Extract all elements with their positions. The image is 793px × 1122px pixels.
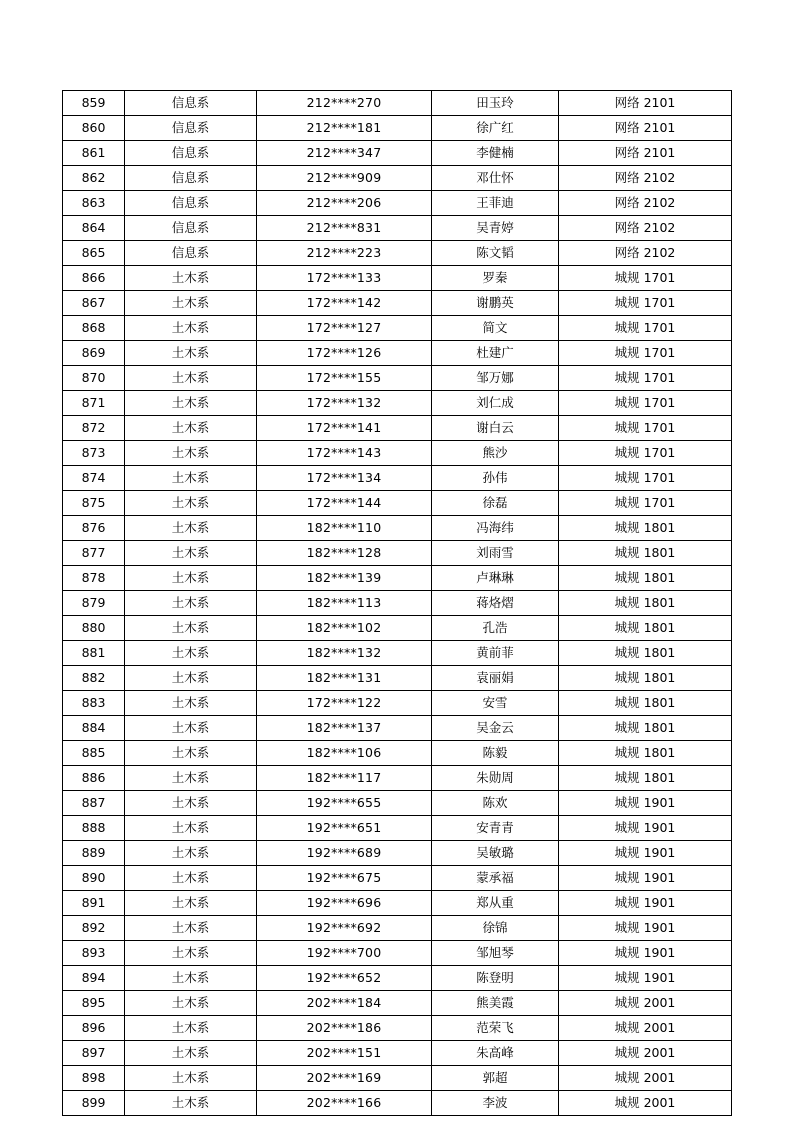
cell-department: 信息系 bbox=[125, 216, 257, 241]
cell-class-name: 城规 1901 bbox=[559, 891, 732, 916]
cell-class-name: 城规 1801 bbox=[559, 641, 732, 666]
cell-department: 土木系 bbox=[125, 866, 257, 891]
cell-department: 土木系 bbox=[125, 791, 257, 816]
cell-id-number: 202****186 bbox=[257, 1016, 432, 1041]
cell-student-name: 袁丽娟 bbox=[432, 666, 559, 691]
cell-serial-number: 896 bbox=[63, 1016, 125, 1041]
cell-student-name: 蒙承福 bbox=[432, 866, 559, 891]
cell-department: 土木系 bbox=[125, 716, 257, 741]
table-row bbox=[63, 416, 732, 441]
table-row bbox=[63, 1041, 732, 1066]
cell-id-number: 192****651 bbox=[257, 816, 432, 841]
cell-class-name: 城规 2001 bbox=[559, 1091, 732, 1116]
cell-class-name: 城规 1801 bbox=[559, 666, 732, 691]
cell-serial-number: 890 bbox=[63, 866, 125, 891]
cell-student-name: 刘仁成 bbox=[432, 391, 559, 416]
cell-class-name: 城规 1701 bbox=[559, 316, 732, 341]
cell-id-number: 202****166 bbox=[257, 1091, 432, 1116]
cell-student-name: 安青青 bbox=[432, 816, 559, 841]
cell-serial-number: 893 bbox=[63, 941, 125, 966]
cell-student-name: 李健楠 bbox=[432, 141, 559, 166]
cell-id-number: 172****126 bbox=[257, 341, 432, 366]
cell-id-number: 192****696 bbox=[257, 891, 432, 916]
cell-serial-number: 874 bbox=[63, 466, 125, 491]
cell-student-name: 熊美霞 bbox=[432, 991, 559, 1016]
cell-serial-number: 865 bbox=[63, 241, 125, 266]
cell-serial-number: 897 bbox=[63, 1041, 125, 1066]
cell-class-name: 城规 1801 bbox=[559, 516, 732, 541]
cell-department: 土木系 bbox=[125, 966, 257, 991]
cell-id-number: 192****652 bbox=[257, 966, 432, 991]
cell-department: 信息系 bbox=[125, 191, 257, 216]
cell-class-name: 城规 1901 bbox=[559, 791, 732, 816]
cell-department: 土木系 bbox=[125, 741, 257, 766]
cell-class-name: 城规 1801 bbox=[559, 616, 732, 641]
table-row bbox=[63, 141, 732, 166]
cell-department: 土木系 bbox=[125, 841, 257, 866]
cell-student-name: 田玉玲 bbox=[432, 91, 559, 116]
cell-class-name: 城规 1701 bbox=[559, 466, 732, 491]
cell-student-name: 邓仕怀 bbox=[432, 166, 559, 191]
cell-serial-number: 862 bbox=[63, 166, 125, 191]
cell-serial-number: 876 bbox=[63, 516, 125, 541]
cell-serial-number: 899 bbox=[63, 1091, 125, 1116]
cell-department: 土木系 bbox=[125, 891, 257, 916]
cell-serial-number: 868 bbox=[63, 316, 125, 341]
cell-class-name: 城规 1801 bbox=[559, 591, 732, 616]
cell-department: 土木系 bbox=[125, 441, 257, 466]
cell-serial-number: 889 bbox=[63, 841, 125, 866]
cell-department: 土木系 bbox=[125, 1066, 257, 1091]
cell-serial-number: 888 bbox=[63, 816, 125, 841]
cell-id-number: 202****184 bbox=[257, 991, 432, 1016]
roster-body bbox=[63, 91, 732, 1116]
cell-serial-number: 866 bbox=[63, 266, 125, 291]
cell-serial-number: 871 bbox=[63, 391, 125, 416]
cell-student-name: 吴金云 bbox=[432, 716, 559, 741]
cell-department: 土木系 bbox=[125, 616, 257, 641]
cell-department: 信息系 bbox=[125, 116, 257, 141]
cell-class-name: 城规 1701 bbox=[559, 366, 732, 391]
cell-class-name: 城规 1801 bbox=[559, 566, 732, 591]
cell-department: 土木系 bbox=[125, 591, 257, 616]
cell-serial-number: 886 bbox=[63, 766, 125, 791]
table-row bbox=[63, 616, 732, 641]
table-row bbox=[63, 641, 732, 666]
cell-class-name: 城规 1701 bbox=[559, 391, 732, 416]
cell-student-name: 邹旭琴 bbox=[432, 941, 559, 966]
table-row bbox=[63, 666, 732, 691]
cell-student-name: 冯海纬 bbox=[432, 516, 559, 541]
cell-department: 信息系 bbox=[125, 91, 257, 116]
cell-department: 土木系 bbox=[125, 1041, 257, 1066]
cell-class-name: 网络 2101 bbox=[559, 141, 732, 166]
cell-id-number: 182****139 bbox=[257, 566, 432, 591]
cell-student-name: 陈文韬 bbox=[432, 241, 559, 266]
cell-class-name: 城规 1801 bbox=[559, 716, 732, 741]
cell-student-name: 徐锦 bbox=[432, 916, 559, 941]
cell-serial-number: 885 bbox=[63, 741, 125, 766]
cell-class-name: 网络 2102 bbox=[559, 216, 732, 241]
cell-serial-number: 861 bbox=[63, 141, 125, 166]
cell-class-name: 城规 2001 bbox=[559, 991, 732, 1016]
cell-serial-number: 873 bbox=[63, 441, 125, 466]
cell-student-name: 李波 bbox=[432, 1091, 559, 1116]
cell-department: 土木系 bbox=[125, 1016, 257, 1041]
cell-id-number: 212****909 bbox=[257, 166, 432, 191]
cell-student-name: 孙伟 bbox=[432, 466, 559, 491]
table-row bbox=[63, 91, 732, 116]
table-row bbox=[63, 816, 732, 841]
table-row bbox=[63, 441, 732, 466]
cell-serial-number: 898 bbox=[63, 1066, 125, 1091]
cell-student-name: 黄前菲 bbox=[432, 641, 559, 666]
cell-class-name: 城规 1901 bbox=[559, 916, 732, 941]
cell-student-name: 徐磊 bbox=[432, 491, 559, 516]
cell-id-number: 212****270 bbox=[257, 91, 432, 116]
table-row bbox=[63, 491, 732, 516]
cell-serial-number: 883 bbox=[63, 691, 125, 716]
table-row bbox=[63, 766, 732, 791]
cell-department: 土木系 bbox=[125, 1091, 257, 1116]
cell-department: 土木系 bbox=[125, 991, 257, 1016]
cell-student-name: 朱勋周 bbox=[432, 766, 559, 791]
cell-id-number: 182****117 bbox=[257, 766, 432, 791]
cell-student-name: 王菲迪 bbox=[432, 191, 559, 216]
table-row bbox=[63, 366, 732, 391]
cell-student-name: 陈登明 bbox=[432, 966, 559, 991]
table-row bbox=[63, 241, 732, 266]
cell-id-number: 172****132 bbox=[257, 391, 432, 416]
cell-serial-number: 879 bbox=[63, 591, 125, 616]
cell-student-name: 朱高峰 bbox=[432, 1041, 559, 1066]
cell-department: 土木系 bbox=[125, 416, 257, 441]
cell-id-number: 202****151 bbox=[257, 1041, 432, 1066]
table-row bbox=[63, 166, 732, 191]
cell-student-name: 徐广红 bbox=[432, 116, 559, 141]
cell-student-name: 邹万娜 bbox=[432, 366, 559, 391]
cell-student-name: 陈毅 bbox=[432, 741, 559, 766]
table-row bbox=[63, 791, 732, 816]
cell-student-name: 罗秦 bbox=[432, 266, 559, 291]
cell-class-name: 城规 2001 bbox=[559, 1066, 732, 1091]
cell-class-name: 城规 1701 bbox=[559, 266, 732, 291]
cell-department: 土木系 bbox=[125, 491, 257, 516]
table-row bbox=[63, 741, 732, 766]
cell-student-name: 谢鹏英 bbox=[432, 291, 559, 316]
cell-department: 土木系 bbox=[125, 516, 257, 541]
cell-department: 土木系 bbox=[125, 291, 257, 316]
table-row bbox=[63, 391, 732, 416]
cell-id-number: 182****113 bbox=[257, 591, 432, 616]
cell-department: 信息系 bbox=[125, 241, 257, 266]
cell-id-number: 192****675 bbox=[257, 866, 432, 891]
table-row bbox=[63, 266, 732, 291]
table-row bbox=[63, 316, 732, 341]
table-row bbox=[63, 716, 732, 741]
cell-class-name: 城规 1701 bbox=[559, 441, 732, 466]
cell-class-name: 城规 2001 bbox=[559, 1041, 732, 1066]
cell-class-name: 城规 1801 bbox=[559, 541, 732, 566]
cell-id-number: 212****831 bbox=[257, 216, 432, 241]
cell-id-number: 192****689 bbox=[257, 841, 432, 866]
cell-student-name: 谢白云 bbox=[432, 416, 559, 441]
cell-id-number: 182****102 bbox=[257, 616, 432, 641]
table-row bbox=[63, 566, 732, 591]
cell-student-name: 吴敏璐 bbox=[432, 841, 559, 866]
cell-id-number: 182****106 bbox=[257, 741, 432, 766]
table-row bbox=[63, 341, 732, 366]
cell-department: 土木系 bbox=[125, 541, 257, 566]
table-row bbox=[63, 516, 732, 541]
table-row bbox=[63, 466, 732, 491]
cell-student-name: 刘雨雪 bbox=[432, 541, 559, 566]
cell-id-number: 182****137 bbox=[257, 716, 432, 741]
cell-serial-number: 877 bbox=[63, 541, 125, 566]
table-row bbox=[63, 116, 732, 141]
cell-class-name: 网络 2102 bbox=[559, 166, 732, 191]
cell-id-number: 172****134 bbox=[257, 466, 432, 491]
cell-id-number: 172****141 bbox=[257, 416, 432, 441]
cell-serial-number: 884 bbox=[63, 716, 125, 741]
cell-student-name: 熊沙 bbox=[432, 441, 559, 466]
cell-serial-number: 872 bbox=[63, 416, 125, 441]
cell-id-number: 212****223 bbox=[257, 241, 432, 266]
cell-id-number: 172****133 bbox=[257, 266, 432, 291]
cell-class-name: 网络 2102 bbox=[559, 191, 732, 216]
table-row bbox=[63, 541, 732, 566]
cell-department: 土木系 bbox=[125, 916, 257, 941]
cell-department: 信息系 bbox=[125, 141, 257, 166]
table-row bbox=[63, 841, 732, 866]
cell-department: 土木系 bbox=[125, 466, 257, 491]
table-row bbox=[63, 916, 732, 941]
cell-serial-number: 887 bbox=[63, 791, 125, 816]
cell-department: 土木系 bbox=[125, 766, 257, 791]
cell-id-number: 172****144 bbox=[257, 491, 432, 516]
cell-serial-number: 875 bbox=[63, 491, 125, 516]
table-row bbox=[63, 691, 732, 716]
cell-serial-number: 859 bbox=[63, 91, 125, 116]
cell-student-name: 陈欢 bbox=[432, 791, 559, 816]
cell-department: 信息系 bbox=[125, 166, 257, 191]
table-row bbox=[63, 1066, 732, 1091]
table-row bbox=[63, 191, 732, 216]
cell-serial-number: 860 bbox=[63, 116, 125, 141]
table-row bbox=[63, 991, 732, 1016]
cell-id-number: 182****131 bbox=[257, 666, 432, 691]
cell-id-number: 172****155 bbox=[257, 366, 432, 391]
cell-student-name: 孔浩 bbox=[432, 616, 559, 641]
table-row bbox=[63, 966, 732, 991]
cell-id-number: 192****700 bbox=[257, 941, 432, 966]
cell-serial-number: 882 bbox=[63, 666, 125, 691]
cell-department: 土木系 bbox=[125, 366, 257, 391]
cell-id-number: 192****692 bbox=[257, 916, 432, 941]
cell-id-number: 202****169 bbox=[257, 1066, 432, 1091]
cell-id-number: 182****128 bbox=[257, 541, 432, 566]
cell-department: 土木系 bbox=[125, 816, 257, 841]
cell-class-name: 网络 2102 bbox=[559, 241, 732, 266]
cell-class-name: 城规 1801 bbox=[559, 741, 732, 766]
cell-student-name: 安雪 bbox=[432, 691, 559, 716]
cell-department: 土木系 bbox=[125, 391, 257, 416]
cell-department: 土木系 bbox=[125, 341, 257, 366]
cell-class-name: 城规 1701 bbox=[559, 341, 732, 366]
cell-student-name: 吴青婷 bbox=[432, 216, 559, 241]
cell-serial-number: 867 bbox=[63, 291, 125, 316]
cell-department: 土木系 bbox=[125, 941, 257, 966]
cell-student-name: 蒋烙熠 bbox=[432, 591, 559, 616]
cell-id-number: 212****206 bbox=[257, 191, 432, 216]
table-row bbox=[63, 866, 732, 891]
cell-serial-number: 892 bbox=[63, 916, 125, 941]
cell-class-name: 城规 1701 bbox=[559, 291, 732, 316]
cell-student-name: 卢琳琳 bbox=[432, 566, 559, 591]
cell-student-name: 郭超 bbox=[432, 1066, 559, 1091]
cell-class-name: 城规 1801 bbox=[559, 766, 732, 791]
cell-id-number: 182****132 bbox=[257, 641, 432, 666]
cell-department: 土木系 bbox=[125, 266, 257, 291]
cell-serial-number: 870 bbox=[63, 366, 125, 391]
cell-class-name: 城规 1901 bbox=[559, 941, 732, 966]
cell-class-name: 网络 2101 bbox=[559, 91, 732, 116]
cell-serial-number: 880 bbox=[63, 616, 125, 641]
cell-class-name: 城规 2001 bbox=[559, 1016, 732, 1041]
cell-class-name: 城规 1901 bbox=[559, 816, 732, 841]
table-row bbox=[63, 291, 732, 316]
cell-id-number: 212****347 bbox=[257, 141, 432, 166]
cell-student-name: 郑从重 bbox=[432, 891, 559, 916]
cell-id-number: 172****143 bbox=[257, 441, 432, 466]
cell-id-number: 212****181 bbox=[257, 116, 432, 141]
table-row bbox=[63, 891, 732, 916]
cell-class-name: 城规 1801 bbox=[559, 691, 732, 716]
cell-serial-number: 895 bbox=[63, 991, 125, 1016]
table-row bbox=[63, 941, 732, 966]
cell-serial-number: 869 bbox=[63, 341, 125, 366]
table-row bbox=[63, 216, 732, 241]
cell-class-name: 城规 1901 bbox=[559, 841, 732, 866]
cell-serial-number: 863 bbox=[63, 191, 125, 216]
cell-id-number: 172****142 bbox=[257, 291, 432, 316]
cell-id-number: 172****127 bbox=[257, 316, 432, 341]
cell-id-number: 192****655 bbox=[257, 791, 432, 816]
cell-student-name: 杜建广 bbox=[432, 341, 559, 366]
table-row bbox=[63, 1016, 732, 1041]
cell-class-name: 城规 1901 bbox=[559, 966, 732, 991]
table-row bbox=[63, 591, 732, 616]
cell-class-name: 网络 2101 bbox=[559, 116, 732, 141]
cell-student-name: 简文 bbox=[432, 316, 559, 341]
cell-department: 土木系 bbox=[125, 666, 257, 691]
cell-department: 土木系 bbox=[125, 566, 257, 591]
cell-class-name: 城规 1701 bbox=[559, 416, 732, 441]
cell-serial-number: 891 bbox=[63, 891, 125, 916]
cell-student-name: 范荣飞 bbox=[432, 1016, 559, 1041]
cell-department: 土木系 bbox=[125, 316, 257, 341]
cell-serial-number: 878 bbox=[63, 566, 125, 591]
cell-id-number: 182****110 bbox=[257, 516, 432, 541]
table-row bbox=[63, 1091, 732, 1116]
cell-serial-number: 864 bbox=[63, 216, 125, 241]
student-roster-table bbox=[62, 90, 732, 1116]
cell-class-name: 城规 1701 bbox=[559, 491, 732, 516]
cell-department: 土木系 bbox=[125, 691, 257, 716]
cell-serial-number: 894 bbox=[63, 966, 125, 991]
cell-id-number: 172****122 bbox=[257, 691, 432, 716]
cell-department: 土木系 bbox=[125, 641, 257, 666]
cell-serial-number: 881 bbox=[63, 641, 125, 666]
cell-class-name: 城规 1901 bbox=[559, 866, 732, 891]
